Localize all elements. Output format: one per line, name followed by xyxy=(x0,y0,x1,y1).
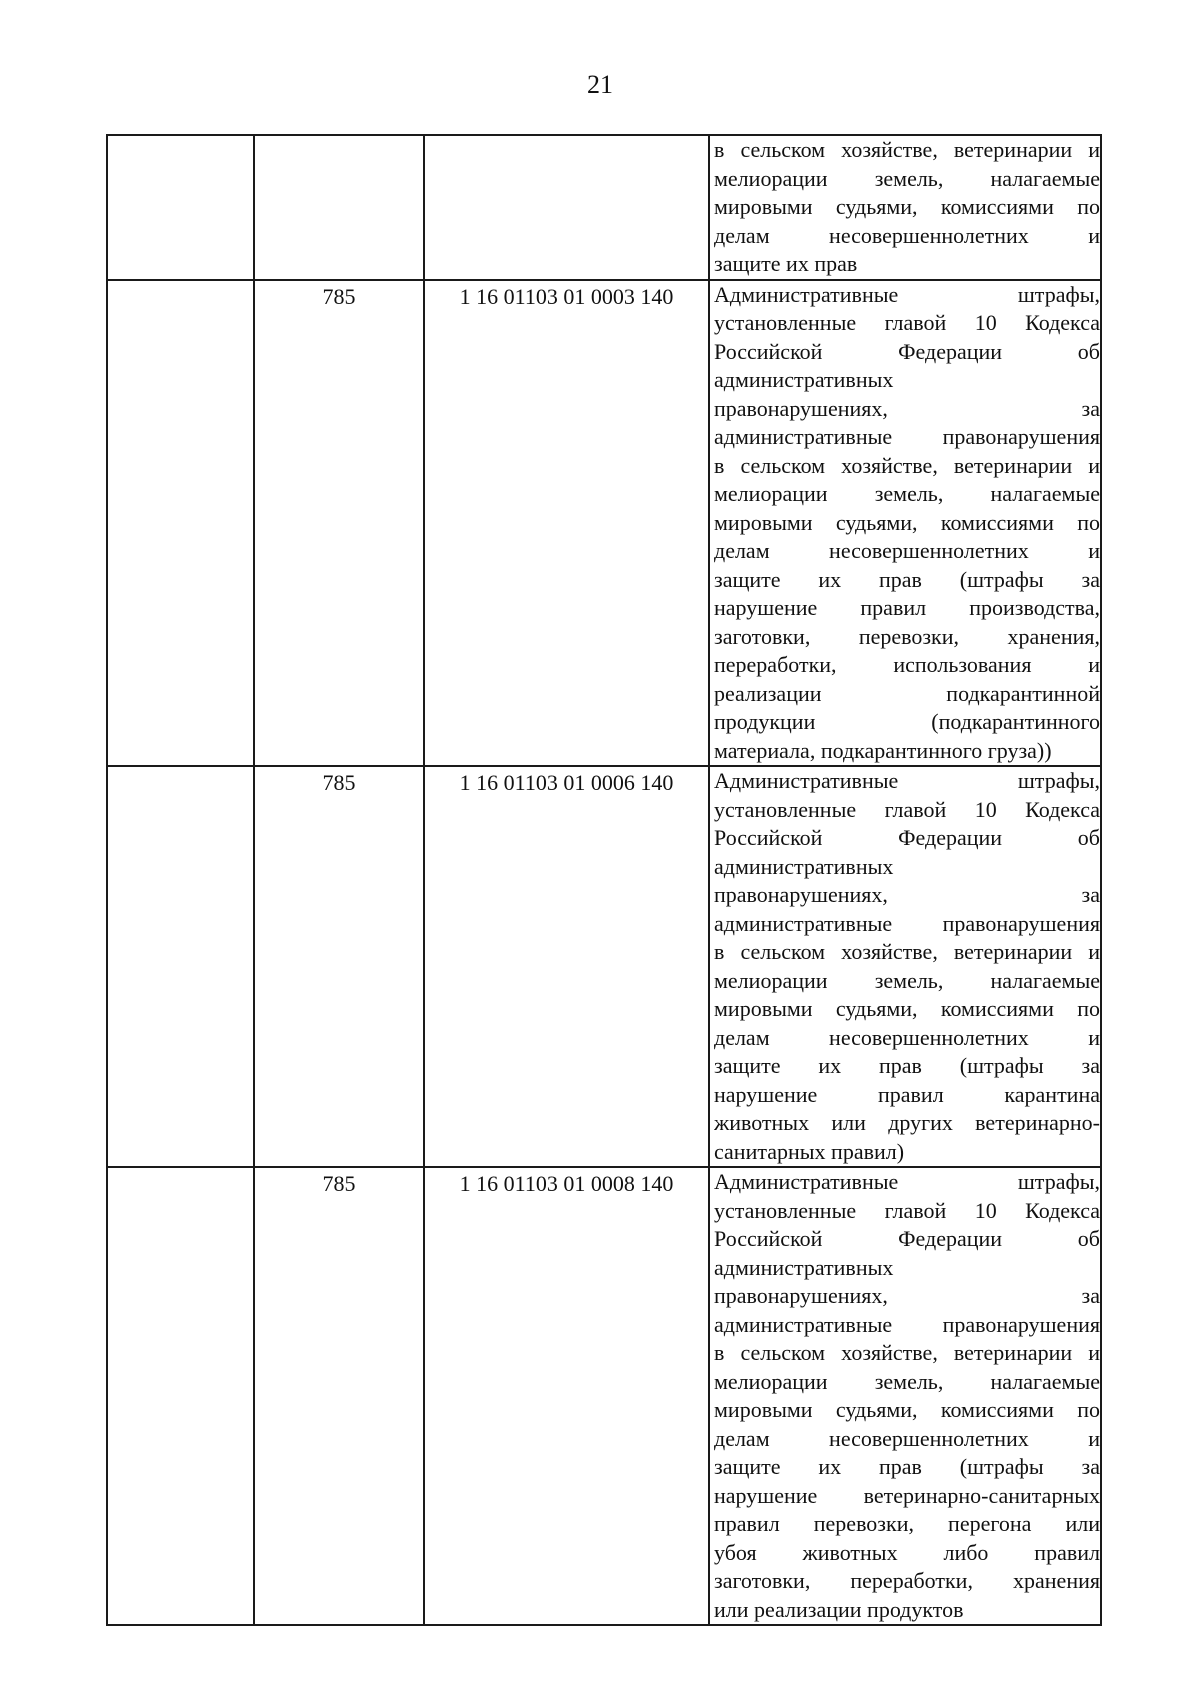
description-line: мировыми судьями, комиссиями по xyxy=(714,1397,1100,1422)
cell-description xyxy=(709,766,1101,1167)
description-line: мировыми судьями, комиссиями по xyxy=(714,996,1100,1021)
table-row xyxy=(107,280,1101,767)
table-row xyxy=(107,1167,1101,1625)
description-line: переработки, использования и xyxy=(714,652,1100,677)
description-line: мелиорации земель, налагаемые xyxy=(714,165,1100,191)
description-line: продукции (подкарантинного xyxy=(714,709,1100,734)
description-line: установленные главой 10 Кодекса xyxy=(714,1197,1100,1223)
description-line: Российской Федерации об xyxy=(714,338,1100,364)
description-line: правонарушениях, за xyxy=(714,395,1100,421)
description-line: установленные главой 10 Кодекса xyxy=(714,310,1100,335)
description-line: делам несовершеннолетних и xyxy=(714,538,1100,563)
table-body xyxy=(107,135,1101,1625)
page-number: 21 xyxy=(587,70,613,99)
cell-admin-code: 785 xyxy=(254,280,424,767)
description-line: административных xyxy=(714,367,894,392)
kbk-table xyxy=(106,134,1102,1626)
description-line: заготовки, перевозки, хранения, xyxy=(714,623,1100,649)
description-line: Административные штрафы, xyxy=(714,281,1100,307)
description-line: установленные главой 10 Кодекса xyxy=(714,796,1100,822)
description-line: мировыми судьями, комиссиями по xyxy=(714,194,1100,219)
description-line: Административные штрафы, xyxy=(714,768,1100,793)
table-row xyxy=(107,766,1101,1167)
cell-description xyxy=(709,280,1101,767)
cell-empty xyxy=(107,766,254,1167)
cell-admin-code xyxy=(254,135,424,280)
description-line: Российской Федерации об xyxy=(714,1226,1100,1251)
description-line: административные правонарушения xyxy=(714,424,1100,449)
description-line: нарушение ветеринарно-санитарных xyxy=(714,1482,1100,1508)
description-line: Российской Федерации об xyxy=(714,825,1100,850)
description-line: материала, подкарантинного груза)) xyxy=(714,737,1052,763)
cell-admin-code: 785 xyxy=(254,1167,424,1625)
description-line: административные правонарушения xyxy=(714,1311,1100,1337)
description-line: или реализации продуктов xyxy=(714,1596,964,1622)
description-line: убоя животных либо правил xyxy=(714,1539,1100,1565)
description-line: правонарушениях, за xyxy=(714,1283,1100,1308)
description-line: административных xyxy=(714,853,894,879)
description-line: делам несовершеннолетних и xyxy=(714,1425,1100,1451)
cell-empty xyxy=(107,280,254,767)
cell-empty xyxy=(107,135,254,280)
cell-description xyxy=(709,1167,1101,1625)
cell-admin-code: 785 xyxy=(254,766,424,1167)
description-line: в сельском хозяйстве, ветеринарии и xyxy=(714,452,1100,478)
cell-empty xyxy=(107,1167,254,1625)
description-line: правил перевозки, перегона или xyxy=(714,1511,1100,1536)
description-line: в сельском хозяйстве, ветеринарии и xyxy=(714,1340,1100,1365)
description-line: делам несовершеннолетних и xyxy=(714,1024,1100,1050)
description-line: животных или других ветеринарно- xyxy=(714,1110,1100,1135)
cell-kbk-code: 1 16 01103 01 0003 140 xyxy=(424,280,709,767)
table-row xyxy=(107,135,1101,280)
description-line: защите их прав (штрафы за xyxy=(714,566,1100,592)
description-line: Административные штрафы, xyxy=(714,1169,1100,1194)
cell-kbk-code: 1 16 01103 01 0006 140 xyxy=(424,766,709,1167)
description-line: административных xyxy=(714,1254,894,1280)
description-line: нарушение правил карантина xyxy=(714,1081,1100,1107)
description-line: мировыми судьями, комиссиями по xyxy=(714,509,1100,535)
description-line: в сельском хозяйстве, ветеринарии и xyxy=(714,939,1100,964)
description-line: реализации подкарантинной xyxy=(714,680,1100,706)
description-line: в сельском хозяйстве, ветеринарии и xyxy=(714,137,1100,162)
description-line: защите их прав xyxy=(714,251,858,276)
cell-kbk-code xyxy=(424,135,709,280)
description-line: защите их прав (штрафы за xyxy=(714,1454,1100,1479)
cell-kbk-code: 1 16 01103 01 0008 140 xyxy=(424,1167,709,1625)
description-line: правонарушениях, за xyxy=(714,882,1100,907)
description-line: мелиорации земель, налагаемые xyxy=(714,481,1100,506)
description-line: заготовки, переработки, хранения xyxy=(714,1568,1100,1593)
description-line: административные правонарушения xyxy=(714,910,1100,936)
cell-description xyxy=(709,135,1101,280)
description-line: защите их прав (штрафы за xyxy=(714,1053,1100,1078)
description-line: делам несовершеннолетних и xyxy=(714,222,1100,248)
description-line: нарушение правил производства, xyxy=(714,595,1100,620)
description-line: мелиорации земель, налагаемые xyxy=(714,967,1100,993)
description-line: мелиорации земель, налагаемые xyxy=(714,1368,1100,1394)
description-line: санитарных правил) xyxy=(714,1138,905,1164)
